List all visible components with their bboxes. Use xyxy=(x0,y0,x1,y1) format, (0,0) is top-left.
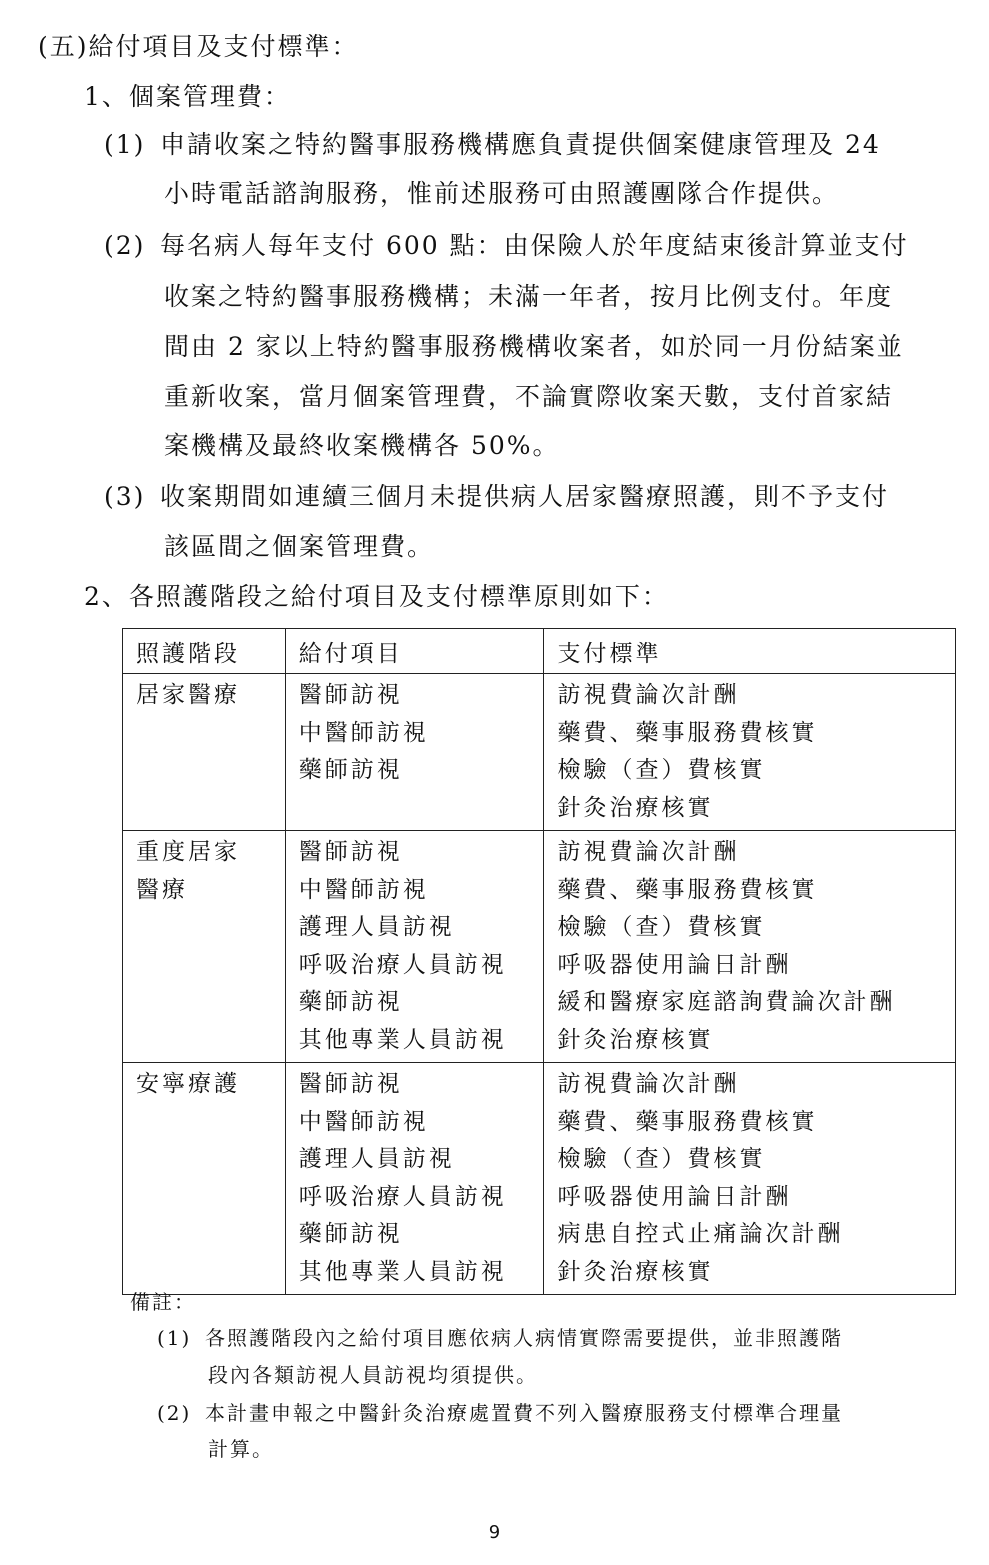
table-row xyxy=(123,831,956,1063)
paragraph-1-line-2: 小時電話諮詢服務，惟前述服務可由照護團隊合作提供。 xyxy=(164,179,840,208)
paragraph-1-number: (1) xyxy=(104,130,146,159)
paragraph-1-line-1: 申請收案之特約醫事服務機構應負責提供個案健康管理及 24 xyxy=(160,130,881,159)
item-text: 藥師訪視 xyxy=(298,1221,403,1247)
item-text: 其他專業人員訪視 xyxy=(298,1026,507,1053)
standard-text: 檢驗（查）費核實 xyxy=(557,914,766,940)
item-text: 藥師訪視 xyxy=(298,989,403,1015)
standard-text: 呼吸器使用論日計酬 xyxy=(557,1183,792,1210)
notes-title: 備註： xyxy=(130,1290,196,1314)
item-text: 護理人員訪視 xyxy=(298,914,455,940)
page-number: 9 xyxy=(488,1522,501,1543)
paragraph-2-number: (2) xyxy=(104,231,146,260)
item-text: 中醫師訪視 xyxy=(298,719,429,746)
standard-text: 針灸治療核實 xyxy=(557,1258,714,1285)
stage-cell xyxy=(123,831,286,1063)
standard-text: 訪視費論次計酬 xyxy=(557,839,740,865)
stage-text: 醫療 xyxy=(136,876,188,903)
paragraph-3-line-2: 該區間之個案管理費。 xyxy=(164,532,435,561)
items-cell xyxy=(285,674,544,831)
item-text: 呼吸治療人員訪視 xyxy=(298,951,507,978)
note-2-line-1: 本計畫申報之中醫針灸治療處置費不列入醫療服務支付標準合理量 xyxy=(205,1401,843,1425)
standard-text: 藥費、藥事服務費核實 xyxy=(557,719,818,746)
note-1-line-1: 各照護階段內之給付項目應依病人病情實際需要提供，並非照護階 xyxy=(205,1326,843,1350)
paragraph-2-line-5: 案機構及最終收案機構各 50%。 xyxy=(164,431,560,460)
paragraph-2-line-3: 間由 2 家以上特約醫事服務機構收案者，如於同一月份結案並 xyxy=(164,332,904,361)
paragraph-2-line-4: 重新收案，當月個案管理費，不論實際收案天數，支付首家結 xyxy=(164,382,894,411)
stage-text: 居家醫療 xyxy=(136,682,240,708)
standards-cell xyxy=(544,1063,956,1295)
standard-text: 檢驗（查）費核實 xyxy=(557,757,766,783)
item2-heading: 2、各照護階段之給付項目及支付標準原則如下： xyxy=(84,582,669,611)
stage-text: 安寧療護 xyxy=(136,1071,240,1097)
header-standards: 支付標準 xyxy=(544,629,956,674)
standard-text: 訪視費論次計酬 xyxy=(557,682,740,708)
table-row xyxy=(123,674,956,831)
stage-cell xyxy=(123,1063,286,1295)
item-text: 醫師訪視 xyxy=(298,682,403,708)
items-cell xyxy=(285,1063,544,1295)
paragraph-2-line-2: 收案之特約醫事服務機構；未滿一年者，按月比例支付。年度 xyxy=(164,282,894,311)
standard-text: 針灸治療核實 xyxy=(557,794,714,821)
standard-text: 針灸治療核實 xyxy=(557,1026,714,1053)
item-text: 其他專業人員訪視 xyxy=(298,1258,507,1285)
standard-text: 訪視費論次計酬 xyxy=(557,1071,740,1097)
standard-text: 檢驗（查）費核實 xyxy=(557,1146,766,1172)
item-text: 藥師訪視 xyxy=(298,757,403,783)
standard-text: 藥費、藥事服務費核實 xyxy=(557,876,818,903)
note-2-number: (2) xyxy=(157,1401,192,1425)
payment-standards-table xyxy=(122,628,956,1295)
item-text: 中醫師訪視 xyxy=(298,876,429,903)
item1-heading: 1、個案管理費： xyxy=(84,82,291,111)
table-row xyxy=(123,1063,956,1295)
item-text: 呼吸治療人員訪視 xyxy=(298,1183,507,1210)
section-title: (五)給付項目及支付標準： xyxy=(38,32,359,61)
header-items: 給付項目 xyxy=(285,629,544,674)
standard-text: 藥費、藥事服務費核實 xyxy=(557,1108,818,1135)
stage-text: 重度居家 xyxy=(136,839,240,865)
note-2-line-2: 計算。 xyxy=(208,1437,274,1461)
item-text: 醫師訪視 xyxy=(298,839,403,865)
header-stage: 照護階段 xyxy=(123,629,286,674)
note-1-line-2: 段內各類訪視人員訪視均須提供。 xyxy=(208,1363,538,1387)
paragraph-3-number: (3) xyxy=(104,482,146,511)
stage-cell xyxy=(123,674,286,831)
item-text: 中醫師訪視 xyxy=(298,1108,429,1135)
note-1-number: (1) xyxy=(157,1326,192,1350)
standard-text: 病患自控式止痛論次計酬 xyxy=(557,1221,844,1247)
standard-text: 緩和醫療家庭諮詢費論次計酬 xyxy=(557,989,896,1015)
standard-text: 呼吸器使用論日計酬 xyxy=(557,951,792,978)
items-cell xyxy=(285,831,544,1063)
paragraph-2-line-1: 每名病人每年支付 600 點：由保險人於年度結束後計算並支付 xyxy=(160,231,909,260)
standards-cell xyxy=(544,831,956,1063)
paragraph-3-line-1: 收案期間如連續三個月未提供病人居家醫療照護，則不予支付 xyxy=(160,482,890,511)
table-header-row xyxy=(123,629,956,674)
standards-cell xyxy=(544,674,956,831)
item-text: 護理人員訪視 xyxy=(298,1146,455,1172)
item-text: 醫師訪視 xyxy=(298,1071,403,1097)
